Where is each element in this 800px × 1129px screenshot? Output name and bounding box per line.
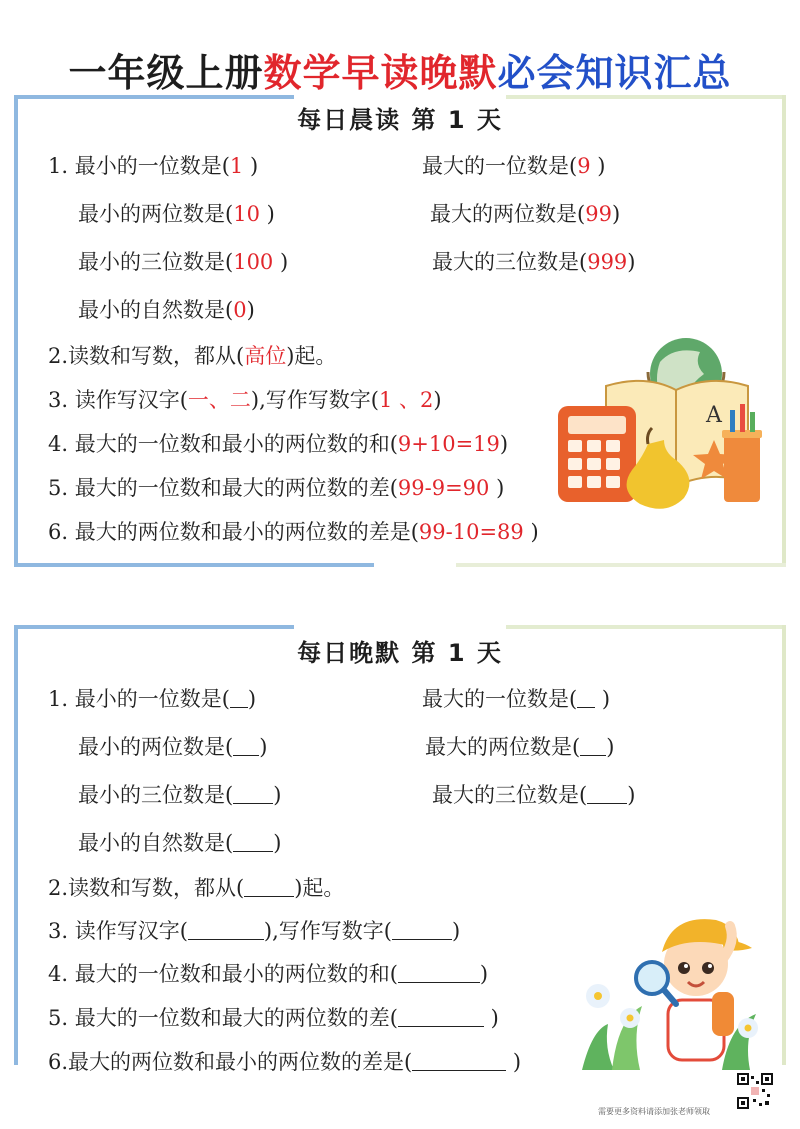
evening-row-5: 2.读数和写数，都从( )起。	[48, 876, 345, 900]
evening-row-1b: 最大的一位数是( )	[422, 687, 611, 711]
qr-code-icon	[737, 1073, 773, 1109]
title-part-3: 必会知识汇总	[497, 51, 732, 95]
morning-row-8: 5. 最大的一位数和最大的两位数的差(99-9=90 )	[48, 476, 505, 500]
morning-row-9: 6. 最大的两位数和最小的两位数的差是(99-10=89 )	[48, 520, 539, 544]
evening-row-6: 3. 读作写汉字( ),写作写数字( )	[48, 919, 461, 943]
title-part-2: 数学早读晚默	[263, 51, 498, 95]
title-part-1: 一年级上册	[68, 51, 264, 95]
evening-row-4: 最小的自然数是( )	[78, 831, 282, 855]
evening-row-1a: 1. 最小的一位数是( )	[48, 687, 257, 711]
evening-row-7: 4. 最大的一位数和最小的两位数的和( )	[48, 962, 489, 986]
boy-with-magnifier-illustration	[572, 900, 772, 1070]
morning-heading: 每日晨读 第 1 天	[297, 106, 503, 134]
evening-row-2b: 最大的两位数是( )	[425, 735, 615, 759]
school-supplies-illustration	[556, 332, 766, 512]
evening-row-2a: 最小的两位数是( )	[78, 735, 268, 759]
morning-row-3a: 最小的三位数是(100 )	[78, 250, 289, 274]
evening-row-3b: 最大的三位数是( )	[432, 783, 636, 807]
morning-row-3b: 最大的三位数是(999)	[432, 250, 636, 274]
morning-row-4: 最小的自然数是(0)	[78, 298, 255, 322]
calculator-icon	[558, 406, 636, 502]
evening-row-9: 6.最大的两位数和最小的两位数的差是( )	[48, 1050, 522, 1074]
svg-text:A: A	[706, 403, 722, 428]
evening-heading: 每日晚默 第 1 天	[297, 639, 503, 667]
morning-row-1b: 最大的一位数是(9 )	[422, 154, 606, 178]
evening-row-3a: 最小的三位数是( )	[78, 783, 282, 807]
morning-row-2a: 最小的两位数是(10 )	[78, 202, 275, 226]
morning-row-1a: 1. 最小的一位数是(1 )	[48, 154, 259, 178]
page-title	[0, 42, 800, 97]
evening-row-8: 5. 最大的一位数和最大的两位数的差( )	[48, 1006, 499, 1030]
morning-row-7: 4. 最大的一位数和最小的两位数的和(9+10=19)	[48, 432, 509, 456]
morning-row-6: 3. 读作写汉字(一、二),写作写数字(1 、2)	[48, 388, 442, 412]
morning-row-5: 2.读数和写数，都从(高位)起。	[48, 344, 337, 368]
morning-row-2b: 最大的两位数是(99)	[430, 202, 621, 226]
footer-note: 需要更多资料请添加张老师领取	[598, 1107, 710, 1116]
